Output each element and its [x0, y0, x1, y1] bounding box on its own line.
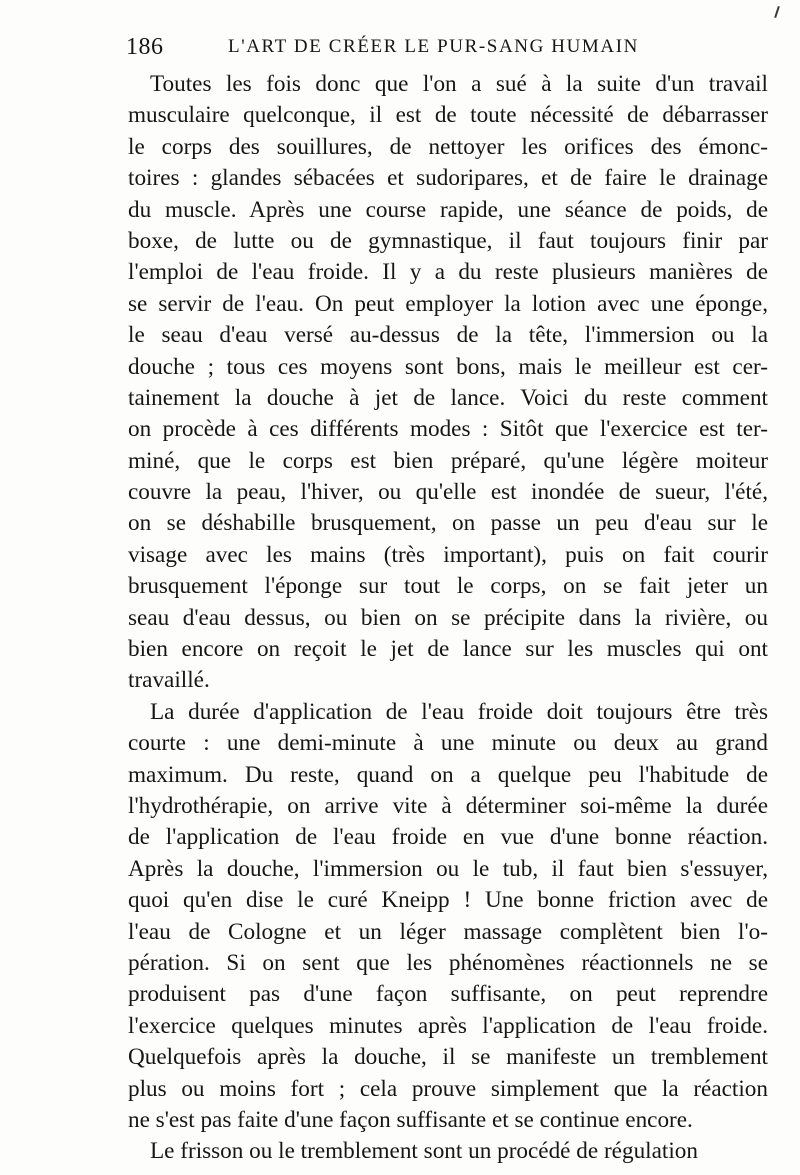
- text-line: visage avec les mains (très important), puis on fait courir: [128, 541, 768, 568]
- text-line: produisent pas d'une façon suffisante, on peut reprendre: [128, 981, 768, 1008]
- text-line: le seau d'eau versé au-dessus de la tête, l'immersion ou la: [128, 322, 768, 349]
- text-line: Toutes les fois donc que l'on a sué à la suite d'un travail: [150, 71, 768, 97]
- text-line: maximum. Du reste, quand on a quelque peu l'habitude de: [128, 761, 768, 788]
- body-text: [128, 69, 768, 1168]
- text-line: couvre la peau, l'hiver, ou qu'elle est inondée de sueur, l'été,: [128, 479, 768, 506]
- text-line: bien encore on reçoit le jet de lance sur les muscles qui ont: [128, 636, 768, 663]
- text-line: quoi qu'en dise le curé Kneipp ! Une bonne friction avec de: [128, 887, 768, 914]
- text-line: travaillé.: [128, 667, 210, 694]
- text-line: pération. Si on sent que les phénomènes réactionnels ne se: [128, 949, 768, 976]
- text-line: le corps des souillures, de nettoyer les orifices des émonc-: [128, 133, 768, 160]
- text-line: brusquement l'éponge sur tout le corps, on se fait jeter un: [128, 573, 768, 600]
- text-line: miné, que le corps est bien préparé, qu'une légère moiteur: [128, 447, 768, 474]
- page-number: 186: [126, 34, 164, 60]
- text-line: Quelquefois après la douche, il se manifeste un tremblement: [128, 1044, 768, 1071]
- text-line: toires : glandes sébacées et sudoripares, et de faire le drainage: [128, 165, 768, 192]
- text-line: courte : une demi-minute à une minute ou deux au grand: [128, 730, 768, 757]
- text-line: l'emploi de l'eau froide. Il y a du reste plusieurs manières de: [128, 259, 768, 286]
- text-line: du muscle. Après une course rapide, une séance de poids, de: [128, 196, 768, 223]
- running-title: L'ART DE CRÉER LE PUR-SANG HUMAIN: [228, 36, 639, 57]
- text-line: l'hydrothérapie, on arrive vite à déterminer soi-même la durée: [128, 792, 768, 819]
- text-line: plus ou moins fort ; cela prouve simplement que la réaction: [128, 1075, 768, 1102]
- margin-mark: [774, 6, 780, 18]
- text-line: on procède à ces différents modes : Sitôt que l'exercice est ter-: [128, 416, 768, 443]
- text-line: douche ; tous ces moyens sont bons, mais le meilleur est cer-: [128, 353, 768, 380]
- text-line: l'eau de Cologne et un léger massage complètent bien l'o-: [128, 918, 768, 945]
- text-line: l'exercice quelques minutes après l'application de l'eau froide.: [128, 1012, 768, 1039]
- text-line: on se déshabille brusquement, on passe un peu d'eau sur le: [128, 510, 768, 537]
- text-line: se servir de l'eau. On peut employer la lotion avec une éponge,: [128, 290, 768, 317]
- text-line: tainement la douche à jet de lance. Voici du reste comment: [128, 384, 768, 411]
- text-line: musculaire quelconque, il est de toute nécessité de débarrasser: [128, 102, 768, 129]
- text-line: seau d'eau dessus, ou bien on se précipite dans la rivière, ou: [128, 604, 768, 631]
- text-line: boxe, de lutte ou de gymnastique, il faut toujours finir par: [128, 227, 768, 254]
- text-line: Le frisson ou le tremblement sont un procédé de régulation: [150, 1138, 698, 1165]
- text-line: La durée d'application de l'eau froide doit toujours être très: [150, 698, 768, 725]
- text-line: ne s'est pas faite d'une façon suffisante et se continue encore.: [128, 1106, 693, 1133]
- page-header: [126, 34, 766, 64]
- text-line: Après la douche, l'immersion ou le tub, il faut bien s'essuyer,: [128, 855, 768, 882]
- text-line: de l'application de l'eau froide en vue d'une bonne réaction.: [128, 824, 768, 851]
